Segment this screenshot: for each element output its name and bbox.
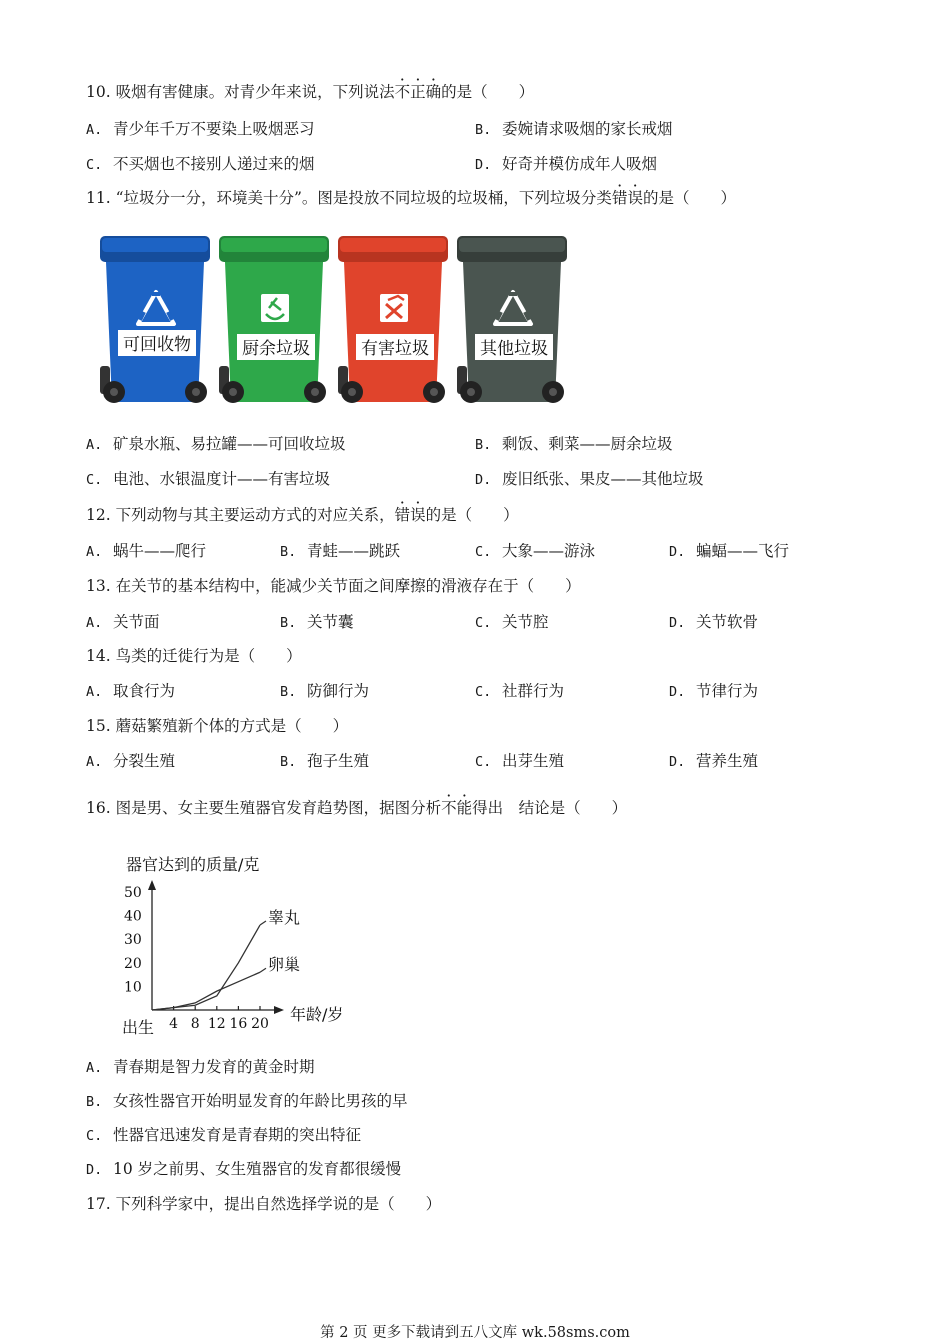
- option-text: 营养生殖: [696, 752, 759, 770]
- chart-y-ticks: [124, 885, 142, 995]
- emphasis-char: 能: [456, 799, 473, 817]
- emphasis-char: 错: [394, 506, 411, 524]
- option-letter: B.: [86, 1094, 103, 1110]
- q13-option-d[interactable]: [669, 612, 758, 633]
- q14-option-b[interactable]: [280, 681, 369, 702]
- option-text: 10 岁之前男、女生殖器官的发育都很缓慢: [113, 1160, 402, 1178]
- option-letter: D.: [475, 157, 492, 173]
- chart-y-tick-label: 20: [124, 955, 142, 972]
- food-waste-icon: [261, 294, 289, 322]
- q14-option-a[interactable]: [86, 681, 175, 702]
- option-text: 关节腔: [502, 613, 549, 631]
- chart-series-leader: [260, 968, 266, 972]
- q13-option-b[interactable]: [280, 612, 354, 633]
- option-text: 大象——游泳: [502, 542, 596, 560]
- chart-x-tick-label: 4: [169, 1016, 179, 1032]
- chart-x-tick-label: 8: [190, 1016, 200, 1032]
- option-letter: B.: [280, 754, 297, 770]
- stem-text: 的是（ ）: [642, 189, 736, 207]
- option-text: 社群行为: [502, 682, 565, 700]
- option-letter: C.: [475, 544, 492, 560]
- option-letter: D.: [86, 1162, 103, 1178]
- option-letter: D.: [669, 754, 686, 770]
- page-footer: 第 2 页 更多下载请到五八文库 wk.58sms.com: [320, 1325, 630, 1341]
- q15-option-a[interactable]: [86, 751, 175, 772]
- q10-option-a[interactable]: [86, 119, 315, 140]
- bin-other-waste: [457, 236, 567, 403]
- bin-lid-top: [340, 238, 446, 252]
- q14-option-d[interactable]: [669, 681, 758, 702]
- option-letter: C.: [86, 157, 103, 173]
- option-text: 青春期是智力发育的黄金时期: [113, 1058, 315, 1076]
- q12-option-b[interactable]: [280, 541, 400, 562]
- bin-wheel-hub: [192, 388, 200, 396]
- option-text: 孢子生殖: [307, 752, 370, 770]
- option-text: 出芽生殖: [502, 752, 565, 770]
- q15-option-c[interactable]: [475, 751, 564, 772]
- question-17-stem: 17. 下列科学家中，提出自然选择学说的是（ ）: [86, 1195, 442, 1213]
- chart-x-axis-arrow: [274, 1006, 284, 1014]
- q13-option-c[interactable]: [475, 612, 549, 633]
- q12-option-a[interactable]: [86, 541, 206, 562]
- garbage-bins-figure: [98, 234, 570, 412]
- option-letter: A.: [86, 437, 103, 453]
- bin-hazardous: [338, 236, 448, 403]
- chart-x-tick-label: 12: [207, 1016, 226, 1032]
- q16-option-c[interactable]: [86, 1125, 361, 1146]
- chart-y-axis-arrow: [148, 880, 156, 890]
- bin-body: [344, 262, 442, 402]
- q11-option-a[interactable]: [86, 434, 346, 455]
- stem-text: 16. 图是男、女主要生殖器官发育趋势图，据图分析: [86, 799, 442, 817]
- option-letter: C.: [86, 472, 103, 488]
- chart-x-tick-label: 16: [229, 1016, 248, 1032]
- stem-text: 10. 吸烟有害健康。对青少年来说，下列说法: [86, 83, 395, 101]
- option-text: 性器官迅速发育是青春期的突出特征: [113, 1126, 362, 1144]
- option-text: 分裂生殖: [113, 752, 176, 770]
- option-text: 蝙蝠——飞行: [696, 542, 790, 560]
- emphasis-char: 确: [425, 83, 442, 101]
- bin-wheel-hub: [110, 388, 118, 396]
- bin-wheel-hub: [229, 388, 237, 396]
- option-letter: B.: [475, 122, 492, 138]
- option-text: 不买烟也不接别人递过来的烟: [113, 155, 315, 173]
- option-letter: A.: [86, 684, 103, 700]
- q12-option-d[interactable]: [669, 541, 789, 562]
- question-13-stem: 13. 在关节的基本结构中，能减少关节面之间摩擦的滑液存在于（ ）: [86, 577, 581, 595]
- emphasis-char: 不: [394, 83, 411, 101]
- option-letter: B.: [280, 615, 297, 631]
- option-text: 关节软骨: [696, 613, 759, 631]
- chart-series-label: 卵巢: [268, 955, 301, 975]
- chart-y-tick-label: 50: [124, 885, 142, 901]
- option-text: 青少年千万不要染上吸烟恶习: [113, 120, 315, 138]
- chart-series-leader: [260, 921, 266, 925]
- question-10-stem: [86, 82, 534, 102]
- stem-text: 的是（ ）: [425, 506, 519, 524]
- option-letter: C.: [86, 1128, 103, 1144]
- bin-wheel-hub: [430, 388, 438, 396]
- emphasis-char: 不: [441, 799, 457, 817]
- bin-wheel-hub: [348, 388, 356, 396]
- option-text: 节律行为: [696, 682, 759, 700]
- bin-label: 厨余垃圾: [242, 339, 310, 359]
- option-letter: D.: [669, 544, 686, 560]
- chart-x-axis-label: 年龄/岁: [290, 1005, 344, 1024]
- question-11-stem: [86, 188, 736, 208]
- q15-option-d[interactable]: [669, 751, 758, 772]
- option-text: 防御行为: [307, 682, 370, 700]
- q16-option-a[interactable]: [86, 1057, 315, 1078]
- option-letter: C.: [475, 615, 492, 631]
- question-16-stem: [86, 798, 627, 818]
- option-letter: D.: [669, 684, 686, 700]
- chart-origin-label: 出生: [122, 1018, 155, 1037]
- option-letter: A.: [86, 754, 103, 770]
- bin-lid-top: [221, 238, 327, 252]
- bin-lid-top: [459, 238, 565, 252]
- chart-series-label: 睾丸: [268, 908, 301, 928]
- chart-x-tick-label: 20: [251, 1016, 269, 1032]
- chart-y-tick-label: 10: [124, 979, 142, 996]
- chart-y-axis-label: 器官达到的质量/克: [126, 855, 260, 874]
- option-letter: A.: [86, 544, 103, 560]
- stem-text: 得出 结论是（ ）: [472, 799, 628, 817]
- q12-option-c[interactable]: [475, 541, 595, 562]
- bin-wheel-hub: [311, 388, 319, 396]
- option-letter: A.: [86, 1060, 103, 1076]
- option-text: 好奇并模仿成年人吸烟: [502, 155, 658, 173]
- option-letter: C.: [475, 754, 492, 770]
- option-text: 矿泉水瓶、易拉罐——可回收垃圾: [113, 435, 346, 453]
- option-text: 剩饭、剩菜——厨余垃圾: [502, 435, 673, 453]
- bin-wheel-hub: [549, 388, 557, 396]
- option-text: 青蛙——跳跃: [307, 542, 401, 560]
- option-text: 蜗牛——爬行: [113, 542, 207, 560]
- option-text: 关节面: [113, 613, 160, 631]
- option-letter: A.: [86, 122, 103, 138]
- q11-option-c[interactable]: [86, 469, 330, 490]
- q16-option-b[interactable]: [86, 1091, 408, 1112]
- q16-option-d[interactable]: [86, 1159, 401, 1180]
- option-letter: D.: [475, 472, 492, 488]
- emphasis-char: 正: [410, 83, 426, 101]
- chart-series-line: [152, 972, 260, 1010]
- bin-label: 其他垃圾: [480, 339, 548, 359]
- emphasis-char: 误: [627, 189, 643, 207]
- option-letter: B.: [280, 684, 297, 700]
- option-text: 女孩性器官开始明显发育的年龄比男孩的早: [113, 1092, 408, 1110]
- q15-option-b[interactable]: [280, 751, 369, 772]
- q11-option-d[interactable]: [475, 469, 704, 490]
- q14-option-c[interactable]: [475, 681, 564, 702]
- chart-y-tick-label: 40: [124, 908, 142, 925]
- question-15-stem: 15. 蘑菇繁殖新个体的方式是（ ）: [86, 717, 349, 735]
- option-letter: D.: [669, 615, 686, 631]
- q13-option-a[interactable]: [86, 612, 160, 633]
- bin-kitchen-waste: [219, 236, 329, 403]
- emphasis-char: 误: [410, 506, 426, 524]
- option-text: 取食行为: [113, 682, 176, 700]
- option-text: 废旧纸张、果皮——其他垃圾: [502, 470, 704, 488]
- stem-text: 的是（ ）: [441, 83, 535, 101]
- stem-text: 11. “垃圾分一分，环境美十分”。图是投放不同垃圾的垃圾桶，下列垃圾分类: [86, 189, 612, 207]
- option-letter: A.: [86, 615, 103, 631]
- option-letter: C.: [475, 684, 492, 700]
- q10-option-b[interactable]: [475, 119, 673, 140]
- bin-wheel-hub: [467, 388, 475, 396]
- question-12-stem: [86, 505, 519, 525]
- bin-lid-top: [102, 238, 208, 252]
- chart-series: [152, 908, 300, 1010]
- option-letter: B.: [475, 437, 492, 453]
- bin-label: 有害垃圾: [361, 339, 429, 359]
- q10-option-c[interactable]: [86, 154, 315, 175]
- option-letter: B.: [280, 544, 297, 560]
- option-text: 关节囊: [307, 613, 354, 631]
- bin-body: [225, 262, 323, 402]
- chart-y-tick-label: 30: [124, 932, 142, 949]
- hazard-icon: [380, 294, 408, 322]
- bin-recyclable: [100, 236, 210, 403]
- q10-option-d[interactable]: [475, 154, 657, 175]
- q11-option-b[interactable]: [475, 434, 673, 455]
- organ-development-chart: [118, 850, 368, 1040]
- question-14-stem: 14. 鸟类的迁徙行为是（ ）: [86, 647, 302, 665]
- emphasis-char: 错: [611, 189, 628, 207]
- bin-label: 可回收物: [123, 335, 191, 355]
- option-text: 委婉请求吸烟的家长戒烟: [502, 120, 673, 138]
- option-text: 电池、水银温度计——有害垃圾: [113, 470, 331, 488]
- bin-body: [463, 262, 561, 402]
- stem-text: 12. 下列动物与其主要运动方式的对应关系，: [86, 506, 395, 524]
